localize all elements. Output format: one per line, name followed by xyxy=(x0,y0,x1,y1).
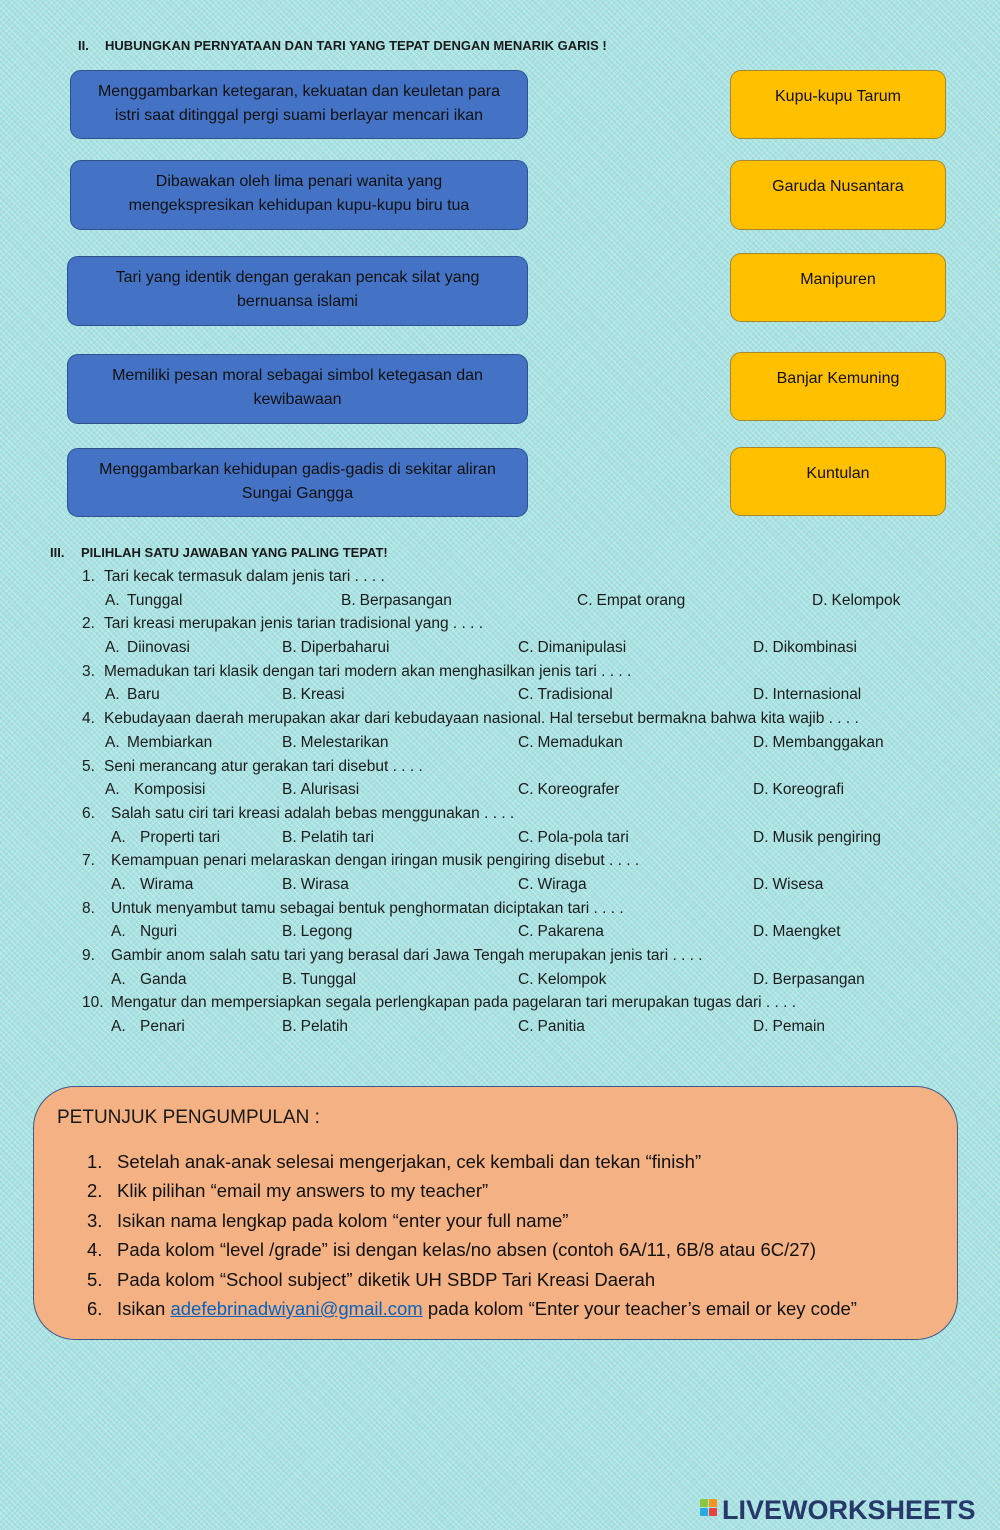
question-10 xyxy=(0,991,1000,1015)
option-b[interactable] xyxy=(282,778,359,802)
instructions-title: PETUNJUK PENGUMPULAN : xyxy=(57,1107,320,1128)
option-letter: B. xyxy=(282,923,297,941)
statement-line: Menggambarkan ketegaran, kekuatan dan keuletan para xyxy=(97,83,501,100)
option-d[interactable] xyxy=(753,636,857,660)
option-text: Tunggal xyxy=(127,591,183,609)
option-letter: C. xyxy=(518,639,534,657)
question-number: 7. xyxy=(82,852,95,870)
instruction-text xyxy=(117,1294,857,1323)
question-text: Salah satu ciri tari kreasi adalah bebas menggunakan . . . . xyxy=(111,804,515,822)
option-d[interactable] xyxy=(753,1015,825,1039)
options-8 xyxy=(0,920,1000,944)
option-b[interactable] xyxy=(341,589,452,613)
question-text: Memadukan tari klasik dengan tari modern akan menghasilkan jenis tari . . . . xyxy=(104,662,632,680)
option-a[interactable] xyxy=(111,826,220,850)
question-text: Tari kecak termasuk dalam jenis tari . . . . xyxy=(104,568,385,585)
logo-tile xyxy=(700,1508,708,1516)
statement-box-4[interactable] xyxy=(67,354,528,424)
question-number: 6. xyxy=(82,804,95,822)
option-c[interactable] xyxy=(518,636,626,660)
option-a[interactable] xyxy=(105,683,160,707)
option-letter: B. xyxy=(282,781,297,799)
option-text: Panitia xyxy=(537,1018,585,1036)
dance-box-3[interactable] xyxy=(730,253,946,322)
instruction-number: 5. xyxy=(87,1268,103,1290)
instruction-number: 6. xyxy=(87,1297,103,1319)
instruction-text-suffix: pada kolom “Enter your teacher’s email or key code” xyxy=(422,1297,857,1319)
option-a[interactable] xyxy=(111,1015,185,1039)
option-d[interactable] xyxy=(753,920,841,944)
question-number: 4. xyxy=(82,710,95,728)
question-number: 3. xyxy=(82,662,95,680)
option-letter: C. xyxy=(518,1018,534,1036)
option-text: Tradisional xyxy=(537,686,613,704)
option-text: Pola-pola tari xyxy=(537,828,629,846)
option-letter: D. xyxy=(753,781,769,799)
option-letter: C. xyxy=(518,686,534,704)
option-text: Berpasangan xyxy=(772,970,865,988)
option-text: Internasional xyxy=(772,686,862,704)
option-letter: A. xyxy=(111,828,126,846)
instruction-number: 1. xyxy=(87,1151,103,1172)
option-text: Alurisasi xyxy=(300,781,360,799)
option-letter: D. xyxy=(753,875,769,893)
option-a[interactable] xyxy=(105,636,190,660)
section-2-title: HUBUNGKAN PERNYATAAN DAN TARI YANG TEPAT DENGAN MENARIK GARIS ! xyxy=(105,38,607,53)
options-2 xyxy=(0,636,1000,660)
option-b[interactable] xyxy=(282,873,349,897)
option-c[interactable] xyxy=(577,589,685,613)
option-text: Melestarikan xyxy=(300,733,389,751)
option-text: Wisesa xyxy=(772,875,824,893)
instructions-list xyxy=(34,1147,957,1323)
statement-line: Sungai Gangga xyxy=(241,484,354,502)
option-letter: A. xyxy=(105,733,120,751)
option-text: Empat orang xyxy=(596,591,686,609)
question-1 xyxy=(0,565,1000,589)
question-number: 9. xyxy=(82,947,95,964)
dance-box-1[interactable] xyxy=(730,70,946,139)
option-text: Diperbaharui xyxy=(300,639,390,657)
option-a[interactable] xyxy=(105,778,206,802)
option-text: Ganda xyxy=(140,970,187,988)
option-text: Tunggal xyxy=(300,970,357,988)
option-d[interactable] xyxy=(753,778,844,802)
option-d[interactable] xyxy=(812,589,900,613)
option-text: Wiraga xyxy=(537,875,587,893)
option-letter: A. xyxy=(105,781,120,799)
question-text: Tari kreasi merupakan jenis tarian tradisional yang . . . . xyxy=(104,615,484,633)
options-3 xyxy=(0,683,1000,707)
dance-label: Garuda Nusantara xyxy=(772,178,904,195)
instruction-text-prefix: Isikan xyxy=(117,1297,171,1319)
statement-box-5[interactable] xyxy=(67,448,528,517)
option-letter: B. xyxy=(282,828,297,846)
option-b[interactable] xyxy=(282,731,389,755)
instruction-text: Setelah anak-anak selesai mengerjakan, cek kembali dan tekan “finish” xyxy=(117,1151,702,1172)
teacher-email-link[interactable]: adefebrinadwiyani@gmail.com xyxy=(170,1297,423,1319)
question-text: Kemampuan penari melaraskan dengan iringan musik pengiring disebut . . . . xyxy=(111,852,640,870)
option-text: Kelompok xyxy=(537,970,607,988)
submission-instructions-box xyxy=(33,1086,958,1340)
question-5 xyxy=(0,755,1000,779)
question-number: 5. xyxy=(82,757,95,775)
options-5 xyxy=(0,778,1000,802)
option-b[interactable] xyxy=(282,1015,348,1039)
option-text: Memadukan xyxy=(537,733,623,751)
option-letter: A. xyxy=(105,591,120,609)
option-letter: D. xyxy=(753,1018,769,1036)
options-4 xyxy=(0,731,1000,755)
question-number: 10. xyxy=(82,994,104,1012)
option-c[interactable] xyxy=(518,778,619,802)
option-text: Pelatih tari xyxy=(300,828,374,846)
option-letter: C. xyxy=(518,828,534,846)
option-c[interactable] xyxy=(518,683,613,707)
option-letter: A. xyxy=(111,923,126,941)
option-letter: D. xyxy=(753,686,769,704)
statement-box-2[interactable] xyxy=(70,160,528,230)
question-number: 8. xyxy=(82,899,95,917)
option-letter: C. xyxy=(518,970,534,988)
brand-name: LIVEWORKSHEETS xyxy=(722,1495,976,1525)
option-letter: A. xyxy=(111,970,126,988)
question-number: 1. xyxy=(82,568,95,585)
option-d[interactable] xyxy=(753,683,861,707)
option-text: Wirasa xyxy=(300,875,349,893)
option-letter: B. xyxy=(282,686,297,704)
statement-line: Menggambarkan kehidupan gadis-gadis di sekitar aliran xyxy=(99,461,496,478)
question-number: 2. xyxy=(82,615,95,633)
option-a[interactable] xyxy=(111,873,193,897)
option-text: Maengket xyxy=(772,923,841,941)
instruction-number: 2. xyxy=(87,1180,103,1202)
option-text: Pelatih xyxy=(300,1018,349,1036)
option-letter: C. xyxy=(518,781,534,799)
statement-line: Memiliki pesan moral sebagai simbol ketegasan dan xyxy=(112,367,483,384)
option-text: Komposisi xyxy=(134,781,206,799)
instruction-text: Isikan nama lengkap pada kolom “enter your full name” xyxy=(117,1209,569,1231)
option-text: Penari xyxy=(140,1018,185,1036)
question-text: Kebudayaan daerah merupakan akar dari kebudayaan nasional. Hal tersebut bermakna bahwa kita wajib . . . . xyxy=(104,710,859,728)
instruction-number: 3. xyxy=(87,1209,103,1231)
statement-box-1[interactable] xyxy=(70,70,528,139)
instruction-text: Pada kolom “School subject” diketik UH SBDP Tari Kreasi Daerah xyxy=(117,1268,656,1290)
option-letter: B. xyxy=(282,875,297,893)
instruction-item xyxy=(34,1206,957,1235)
question-7 xyxy=(0,849,1000,873)
option-letter: C. xyxy=(518,875,534,893)
option-c[interactable] xyxy=(518,873,587,897)
option-c[interactable] xyxy=(518,968,606,992)
question-6 xyxy=(0,802,1000,826)
section-3-number: III. xyxy=(50,545,65,560)
option-text: Baru xyxy=(127,686,160,704)
option-text: Berpasangan xyxy=(359,591,452,609)
logo-tile xyxy=(700,1499,708,1507)
option-a[interactable] xyxy=(111,968,187,992)
option-b[interactable] xyxy=(282,826,374,850)
statement-line: Tari yang identik dengan gerakan pencak silat yang xyxy=(115,269,480,286)
option-letter: C. xyxy=(518,733,534,751)
option-text: Musik pengiring xyxy=(772,828,882,846)
option-b[interactable] xyxy=(282,683,345,707)
option-c[interactable] xyxy=(518,826,629,850)
statement-box-3[interactable] xyxy=(67,256,528,326)
dance-label: Kupu-kupu Tarum xyxy=(775,88,901,105)
option-letter: A. xyxy=(105,686,120,704)
option-d[interactable] xyxy=(753,826,881,850)
dance-box-5[interactable] xyxy=(730,447,946,516)
options-7 xyxy=(0,873,1000,897)
options-6 xyxy=(0,826,1000,850)
option-b[interactable] xyxy=(282,920,352,944)
option-text: Dimanipulasi xyxy=(537,639,627,657)
option-b[interactable] xyxy=(282,636,389,660)
option-letter: C. xyxy=(577,591,593,609)
options-10 xyxy=(0,1015,1000,1039)
option-letter: B. xyxy=(341,591,356,609)
instruction-text: Pada kolom “level /grade” isi dengan kelas/no absen (contoh 6A/11, 6B/8 atau 6C/27) xyxy=(117,1239,816,1261)
option-text: Legong xyxy=(300,923,353,941)
options-1 xyxy=(0,589,1000,613)
option-text: Diinovasi xyxy=(127,639,190,657)
option-text: Koreografi xyxy=(772,781,845,799)
option-letter: D. xyxy=(753,970,769,988)
statement-line: kewibawaan xyxy=(253,390,342,408)
option-letter: D. xyxy=(753,733,769,751)
question-2 xyxy=(0,612,1000,636)
question-4 xyxy=(0,707,1000,731)
logo-tile xyxy=(709,1499,717,1507)
options-9 xyxy=(0,968,1000,992)
option-a[interactable] xyxy=(105,589,182,613)
section-2-heading xyxy=(78,37,607,55)
dance-box-4[interactable] xyxy=(730,352,946,421)
option-text: Pemain xyxy=(772,1018,826,1036)
option-text: Kelompok xyxy=(831,591,901,609)
instruction-text: Klik pilihan “email my answers to my teacher” xyxy=(117,1180,489,1202)
statement-line: bernuansa islami xyxy=(237,292,358,310)
option-text: Pakarena xyxy=(537,923,604,941)
option-letter: D. xyxy=(753,639,769,657)
dance-label: Kuntulan xyxy=(806,465,870,482)
option-text: Membiarkan xyxy=(127,733,213,751)
statement-line: mengekspresikan kehidupan kupu-kupu biru tua xyxy=(128,196,470,214)
dance-box-2[interactable] xyxy=(730,160,946,230)
question-text: Seni merancang atur gerakan tari disebut . . . . xyxy=(104,757,423,775)
question-3 xyxy=(0,660,1000,684)
option-letter: D. xyxy=(812,591,828,609)
option-letter: C. xyxy=(518,923,534,941)
option-letter: A. xyxy=(111,1018,126,1036)
option-letter: A. xyxy=(111,875,126,893)
question-8 xyxy=(0,897,1000,921)
option-letter: A. xyxy=(105,639,120,657)
option-text: Membanggakan xyxy=(772,733,884,751)
option-d[interactable] xyxy=(753,731,884,755)
instruction-item xyxy=(34,1176,957,1205)
question-9 xyxy=(0,944,1000,968)
option-b[interactable] xyxy=(282,968,356,992)
option-a[interactable] xyxy=(111,920,177,944)
statement-line: istri saat ditinggal pergi suami berlayar mencari ikan xyxy=(114,106,484,124)
option-letter: B. xyxy=(282,1018,297,1036)
option-text: Dikombinasi xyxy=(772,639,857,657)
option-c[interactable] xyxy=(518,1015,585,1039)
question-text: Mengatur dan mempersiapkan segala perlengkapan pada pagelaran tari merupakan tugas dari . . . . xyxy=(111,994,797,1012)
instruction-number: 4. xyxy=(87,1239,103,1261)
option-letter: D. xyxy=(753,828,769,846)
option-letter: B. xyxy=(282,733,297,751)
instruction-item xyxy=(34,1147,957,1176)
statement-line: Dibawakan oleh lima penari wanita yang xyxy=(155,173,443,190)
option-text: Wirama xyxy=(140,875,194,893)
instruction-item xyxy=(34,1235,957,1264)
instruction-item xyxy=(34,1265,957,1294)
question-text: Gambir anom salah satu tari yang berasal dari Jawa Tengah merupakan jenis tari . . . . xyxy=(111,947,703,964)
option-text: Kreasi xyxy=(300,686,345,704)
option-a[interactable] xyxy=(105,731,212,755)
dance-label: Manipuren xyxy=(800,271,876,288)
question-list xyxy=(0,565,1000,1039)
option-d[interactable] xyxy=(753,873,823,897)
option-text: Koreografer xyxy=(537,781,620,799)
option-d[interactable] xyxy=(753,968,865,992)
option-text: Nguri xyxy=(140,923,178,941)
question-text: Untuk menyambut tamu sebagai bentuk penghormatan diciptakan tari . . . . xyxy=(111,899,624,917)
option-letter: B. xyxy=(282,970,297,988)
dance-label: Banjar Kemuning xyxy=(776,370,900,387)
section-2-number: II. xyxy=(78,38,89,53)
option-c[interactable] xyxy=(518,731,623,755)
section-3-heading xyxy=(50,544,388,562)
section-3-title: PILIHLAH SATU JAWABAN YANG PALING TEPAT! xyxy=(81,545,388,560)
liveworksheets-logo-icon xyxy=(700,1499,717,1516)
instruction-item xyxy=(34,1294,957,1323)
logo-tile xyxy=(709,1508,717,1516)
option-c[interactable] xyxy=(518,920,604,944)
option-letter: D. xyxy=(753,923,769,941)
option-text: Properti tari xyxy=(140,828,221,846)
option-letter: B. xyxy=(282,639,297,657)
